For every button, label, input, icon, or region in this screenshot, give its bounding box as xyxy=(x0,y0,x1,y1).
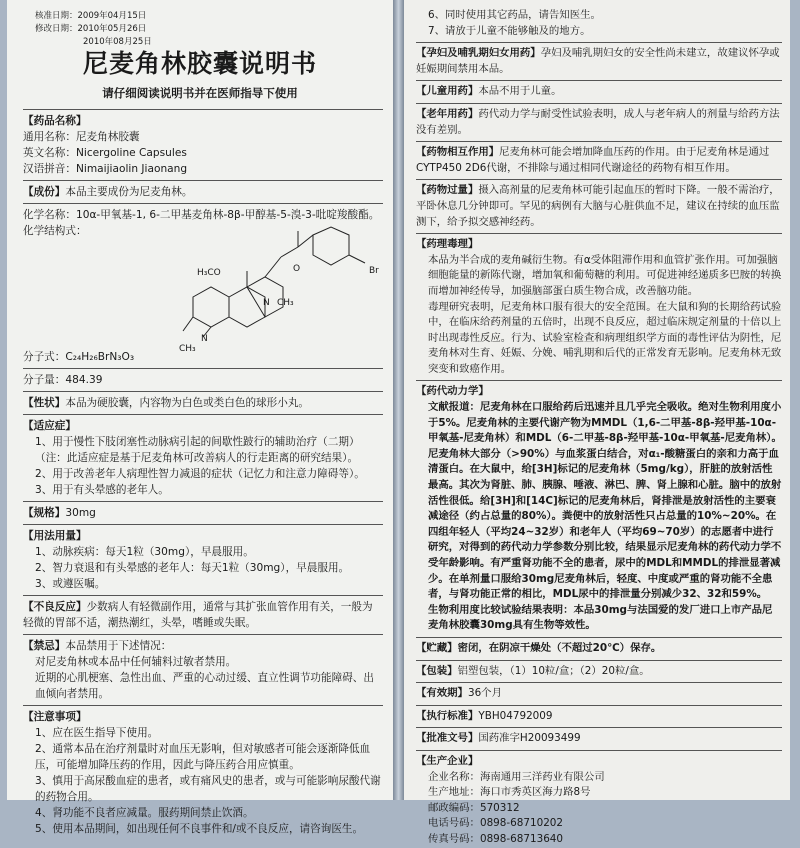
indication-1: 1、用于慢性下肢闭塞性动脉病引起的间歇性跛行的辅助治疗（二期）（注：此适应症是基于尼麦角林可改善病人的行走距离的研究结果）。 xyxy=(35,436,360,464)
section-heading-indications: 【适应症】 xyxy=(23,420,76,432)
section-heading-name: 【药品名称】 xyxy=(23,115,87,127)
indication-2: 2、用于改善老年人病理性智力减退的症状（记忆力和注意力障碍等）。 xyxy=(35,468,365,480)
right-page xyxy=(404,0,790,845)
precaution-4: 4、肾功能不良者应减量。服药期间禁止饮酒。 xyxy=(35,807,254,819)
document-subtitle: 请仔细阅读说明书并在医师指导下使用 xyxy=(102,86,298,100)
postal-code: 邮政编码：570312 xyxy=(428,801,520,814)
elderly-text: 药代动力学与耐受性试验表明，成人与老年病人的剂量与给药方法没有差别。 xyxy=(416,107,780,136)
section-heading-precautions: 【注意事项】 xyxy=(23,711,87,723)
section-heading-children: 【儿童用药】 xyxy=(416,85,479,98)
section-heading-overdose: 【药物过量】 xyxy=(416,184,479,197)
children-text: 本品不用于儿童。 xyxy=(478,85,562,98)
pregnancy-text: 孕妇及哺乳期妇女的安全性尚未建立，故建议怀孕或妊娠期间禁用本品。 xyxy=(416,47,780,75)
pharmacokinetics-text: 文献报道：尼麦角林在口服给药后迅速并且几乎完全吸收。绝对生物利用度小于5%。尼麦角林的主要代谢产物为MMDL（1,6-二甲基-8β-羟甲基-10α-甲氧基-尼麦角林）和MDL（6-二甲基-8β-羟甲基-10α-甲氧基-尼麦角林）。尼麦角林大部分（>90%）与血浆蛋白结合，对α₁-酸糖蛋白的亲和力高于血清蛋白。在大鼠中，给[3H]标记的尼麦角林（5mg/kg），肝脏的放射活性最高。其次为肾脏、肺、胰腺、唾液、淋巴、脾、肾上腺和心脏。脑中的放射活性很低。给[3H]和[14C]标记的尼麦角林后，肾排泄是放射活性的主要衰减途径（约占总量的80%）。粪便中的放射活性只占总量的10%~20%。在四组年轻人（平均24~32岁）和老年人（平均69~70岁）的志愿者中进行研究，对得到的药代动力学参数分别比较，结果显示尼麦角林的药代动力学不受年龄影响。有严重肾功能不全的患者，尿中的MDL和MMDL的排泄显著减少。在单剂量口服给30mg尼麦角林后，轻度、中度或严重的肾功能不全患者，与肾功能正常的相比，MDL尿中的排泄量分别减少32、32和59%。 xyxy=(428,401,782,601)
structure-me: CH₃ xyxy=(179,344,196,354)
structure-n: N xyxy=(263,298,270,308)
right-content xyxy=(416,8,782,848)
molecular-weight: 分子量：484.39 xyxy=(23,374,103,386)
section-heading-properties: 【性状】 xyxy=(23,397,66,409)
usage-3: 3、或遵医嘱。 xyxy=(35,578,106,590)
structure-diagram xyxy=(163,227,393,347)
section-heading-composition: 【成份】 xyxy=(23,186,66,198)
precaution-1: 1、应在医生指导下使用。 xyxy=(35,727,159,739)
storage-text: 密闭，在阴凉干燥处（不超过20℃）保存。 xyxy=(457,641,662,654)
section-heading-approval: 【批准文号】 xyxy=(416,732,479,745)
toxicology-text: 毒理研究表明，尼麦角林口服有很大的安全范围。在大鼠和狗的长期给药试验中，在临床给药剂量的五倍时，出现不良反应，超过临床规定剂量的十倍以上时出现毒性反应。行为、试验室检查和病理组织学方面的毒性评估为阴性，尼麦角林对生育、妊娠、分娩、哺乳期和后代的正常发育无影响。尼麦角林无致突变和致癌作用。 xyxy=(428,300,782,375)
molecular-formula: 分子式：C₂₄H₂₆BrN₃O₃ xyxy=(23,351,135,363)
section-heading-adverse: 【不良反应】 xyxy=(23,601,87,613)
overdose-text: 摄入高剂量的尼麦角林可能引起血压的暂时下降。一般不需治疗，平卧休息几分钟即可。罕见的病例有大脑与心脏供血不足，建议在持续的血压监测下，给予拟交感神经药。 xyxy=(416,184,780,228)
contraindication-2: 近期的心肌梗塞、急性出血、严重的心动过缓、直立性调节功能障碍、出血倾向者禁用。 xyxy=(35,672,374,700)
standard-text: YBH04792009 xyxy=(478,709,553,722)
section-heading-package: 【包装】 xyxy=(416,664,458,677)
revision-date-2: 2010年08月25日 xyxy=(83,37,152,47)
structure-o: O xyxy=(293,264,301,274)
chemical-structure xyxy=(23,239,383,354)
section-heading-pharmacokinetics: 【药代动力学】 xyxy=(416,385,489,398)
section-heading-pregnancy: 【孕妇及哺乳期妇女用药】 xyxy=(416,47,541,60)
company-address: 生产地址：海口市秀英区海力路8号 xyxy=(428,786,591,799)
structure-br: Br xyxy=(369,266,379,276)
common-name: 通用名称：尼麦角林胶囊 xyxy=(23,131,140,143)
chemical-name: 化学名称：10α-甲氧基-1, 6-二甲基麦角林-8β-甲醇基-5-溴-3-吡啶羧酸酯。 xyxy=(23,209,380,221)
left-content xyxy=(23,106,383,837)
bioequivalence-text: 生物利用度比较试验结果表明：本品30mg与法国爱的发厂进口上市产品尼麦角林胶囊30mg具有生物等效性。 xyxy=(428,603,773,632)
approval-date: 核准日期：2009年04月15日 xyxy=(35,11,147,21)
section-heading-usage: 【用法用量】 xyxy=(23,530,87,542)
page-fold xyxy=(393,0,404,800)
phone-number: 电话号码：0898-68710202 xyxy=(428,817,564,830)
precaution-7: 7、请放于儿童不能够触及的地方。 xyxy=(428,24,591,37)
revision-date-1: 修改日期：2010年05月26日 xyxy=(35,24,147,34)
fax-number: 传真号码：0898-68713640 xyxy=(428,832,564,845)
adverse-text: 少数病人有轻微副作用，通常与其扩张血管作用有关，一般为轻微的胃部不适，潮热潮红，头晕，嗜睡或失眠。 xyxy=(23,601,373,629)
section-heading-pharmacology: 【药理毒理】 xyxy=(416,238,479,251)
section-heading-storage: 【贮藏】 xyxy=(416,641,458,654)
section-heading-spec: 【规格】 xyxy=(23,507,66,519)
left-page xyxy=(7,0,393,835)
contraindications-intro: 本品禁用于下述情况： xyxy=(65,640,172,652)
precaution-6: 6、同时使用其它药品，请告知医生。 xyxy=(428,9,601,21)
spec-text: 30mg xyxy=(65,507,96,519)
section-heading-validity: 【有效期】 xyxy=(416,687,468,700)
usage-1: 1、动脉疾病：每天1粒（30mg），早晨服用。 xyxy=(35,546,254,558)
section-heading-elderly: 【老年用药】 xyxy=(416,107,479,120)
structure-och3: H₃CO xyxy=(197,268,221,278)
approval-text: 国药准字H20093499 xyxy=(478,732,581,745)
english-name: 英文名称：Nicergoline Capsules xyxy=(23,147,187,159)
section-heading-interactions: 【药物相互作用】 xyxy=(416,146,500,159)
pinyin-name: 汉语拼音：Nimaijiaolin Jiaonang xyxy=(23,163,188,175)
section-heading-manufacturer: 【生产企业】 xyxy=(416,754,479,767)
precaution-2: 2、通常本品在治疗剂量时对血压无影响，但对敏感者可能会逐渐降低血压，可能增加降压药的作用，因此与降压药合用应慎重。 xyxy=(35,743,371,771)
interactions-text: 尼麦角林可能会增加降血压药的作用。由于尼麦角林是通过CYTP450 2D6代谢，不排除与通过相同代谢途径的药物有相互作用。 xyxy=(416,146,770,174)
structure-ch3: CH₃ xyxy=(277,298,294,308)
structure-label: 化学结构式： xyxy=(23,225,87,237)
package-text: 铝塑包装，（1）10粒/盒；（2）20粒/盒。 xyxy=(457,664,650,677)
indication-3: 3、用于有头晕感的老年人。 xyxy=(35,484,169,496)
company-name: 企业名称：海南通用三洋药业有限公司 xyxy=(428,770,605,783)
document-title: 尼麦角林胶囊说明书 xyxy=(82,49,317,78)
structure-nme: N xyxy=(201,334,208,344)
section-heading-contraindications: 【禁忌】 xyxy=(23,640,66,652)
precaution-5: 5、使用本品期间，如出现任何不良事件和/或不良反应，请咨询医生。 xyxy=(35,823,364,835)
contraindication-1: 对尼麦角林或本品中任何辅料过敏者禁用。 xyxy=(35,656,237,668)
properties-text: 本品为硬胶囊，内容物为白色或类白色的球形小丸。 xyxy=(65,397,310,409)
composition-text: 本品主要成份为尼麦角林。 xyxy=(65,186,193,198)
validity-text: 36个月 xyxy=(467,687,502,700)
usage-2: 2、智力衰退和有头晕感的老年人：每天1粒（30mg），早晨服用。 xyxy=(35,562,350,574)
precaution-3: 3、慎用于高尿酸血症的患者，或有痛风史的患者，或与可能影响尿酸代谢的药物合用。 xyxy=(35,775,381,803)
section-heading-standard: 【执行标准】 xyxy=(416,709,479,722)
pharmacology-text: 本品为半合成的麦角碱衍生物。有α受体阻滞作用和血管扩张作用。可加强脑细胞能量的新陈代谢，增加氧和葡萄糖的利用。可促进神经递质多巴胺的转换而增加神经传导，加强脑部蛋白质生物合成，改善脑功能。 xyxy=(428,253,782,297)
